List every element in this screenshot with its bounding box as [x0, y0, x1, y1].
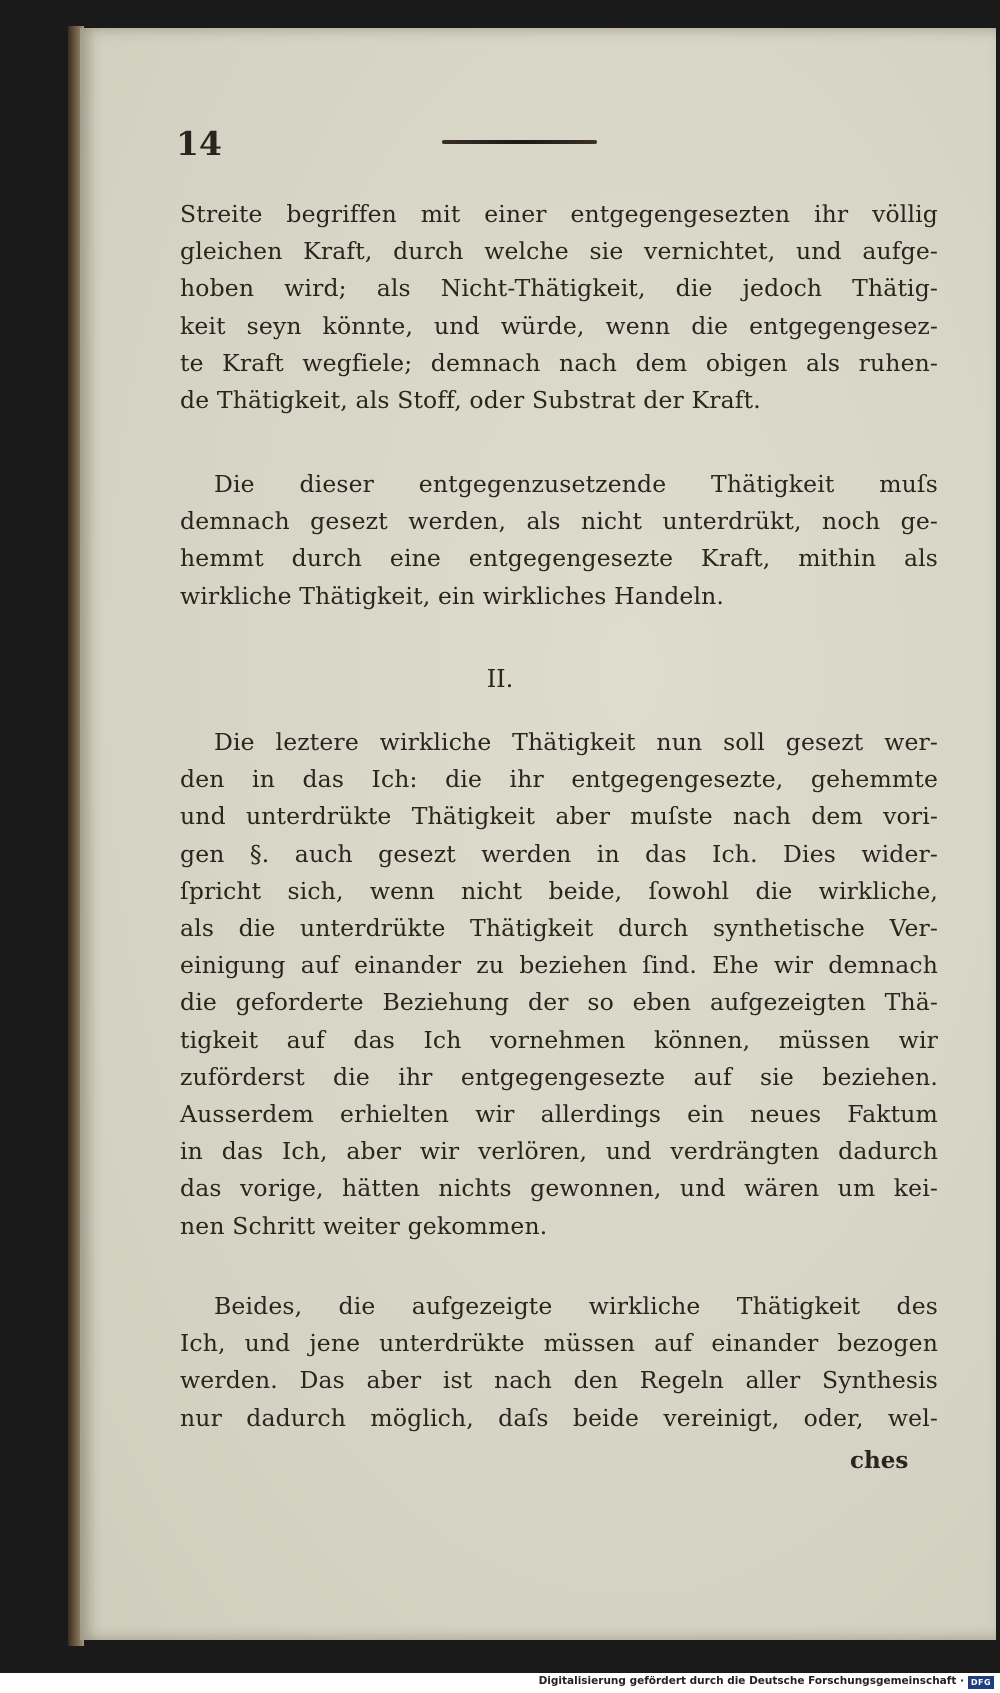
paragraph-3	[180, 724, 938, 1245]
paragraph-1	[180, 196, 938, 419]
text-line: tigkeit auf das Ich vornehmen können, müssen wir	[180, 1025, 938, 1054]
text-line: einigung auf einander zu beziehen ſind. Ehe wir demnach	[180, 951, 938, 980]
text-line: Die dieser entgegenzusetzende Thätigkeit muſs	[214, 470, 938, 498]
digitization-footer	[0, 1673, 1000, 1693]
text-line: den in das Ich: die ihr entgegengesezte, gehemmte	[180, 765, 938, 794]
catchword: ches	[850, 1447, 909, 1474]
text-line: keit seyn könnte, und würde, wenn die entgegengesez-	[180, 311, 938, 340]
text-line: nen Schritt weiter gekommen.	[180, 1211, 548, 1240]
text-line: Beides, die aufgezeigte wirkliche Thätigkeit des	[214, 1292, 938, 1320]
text-line: zuförderst die ihr entgegengesezte auf sie beziehen.	[180, 1062, 938, 1091]
text-line: Ausserdem erhielten wir allerdings ein neues Faktum	[180, 1100, 938, 1129]
text-line: demnach gesezt werden, als nicht unterdrükt, noch ge-	[180, 507, 938, 536]
text-line: das vorige, hätten nichts gewonnen, und wären um kei-	[180, 1174, 938, 1203]
text-line: Ich, und jene unterdrükte müssen auf einander bezogen	[180, 1329, 938, 1358]
text-line: ſpricht sich, wenn nicht beide, ſowohl die wirkliche,	[180, 876, 938, 905]
text-line: Die leztere wirkliche Thätigkeit nun soll gesezt wer-	[214, 728, 938, 756]
text-line: die geforderte Beziehung der so eben aufgezeigten Thä-	[180, 988, 938, 1017]
section-heading: II.	[486, 665, 514, 693]
paragraph-4	[180, 1288, 938, 1437]
text-line: gen §. auch gesezt werden in das Ich. Dies wider-	[180, 839, 938, 868]
paragraph-2	[180, 466, 938, 615]
text-line: Streite begriffen mit einer entgegengesezten ihr völlig	[180, 200, 938, 228]
text-line: in das Ich, aber wir verlören, und verdrängten dadurch	[180, 1137, 938, 1166]
text-line: hemmt durch eine entgegengesezte Kraft, mithin als	[180, 544, 938, 573]
text-line: werden. Das aber ist nach den Regeln aller Synthesis	[180, 1366, 938, 1395]
dfg-logo-icon: DFG	[968, 1676, 994, 1689]
text-line: de Thätigkeit, als Stoff, oder Substrat der Kraft.	[180, 386, 761, 415]
footer-credit: Digitalisierung gefördert durch die Deutsche Forschungsgemeinschaft ·	[538, 1675, 964, 1687]
text-line: als die unterdrükte Thätigkeit durch synthetische Ver-	[180, 914, 938, 943]
text-line: gleichen Kraft, durch welche sie vernichtet, und aufge-	[180, 237, 938, 266]
text-line: te Kraft wegfiele; demnach nach dem obigen als ruhen-	[180, 348, 938, 377]
header-rule	[442, 140, 597, 144]
text-line: nur dadurch möglich, daſs beide vereinigt, oder, wel-	[180, 1403, 938, 1432]
page-number: 14	[176, 124, 222, 163]
text-line: und unterdrükte Thätigkeit aber muſste nach dem vori-	[180, 802, 938, 831]
text-line: wirkliche Thätigkeit, ein wirkliches Handeln.	[180, 581, 725, 610]
text-line: hoben wird; als Nicht-Thätigkeit, die jedoch Thätig-	[180, 274, 938, 303]
